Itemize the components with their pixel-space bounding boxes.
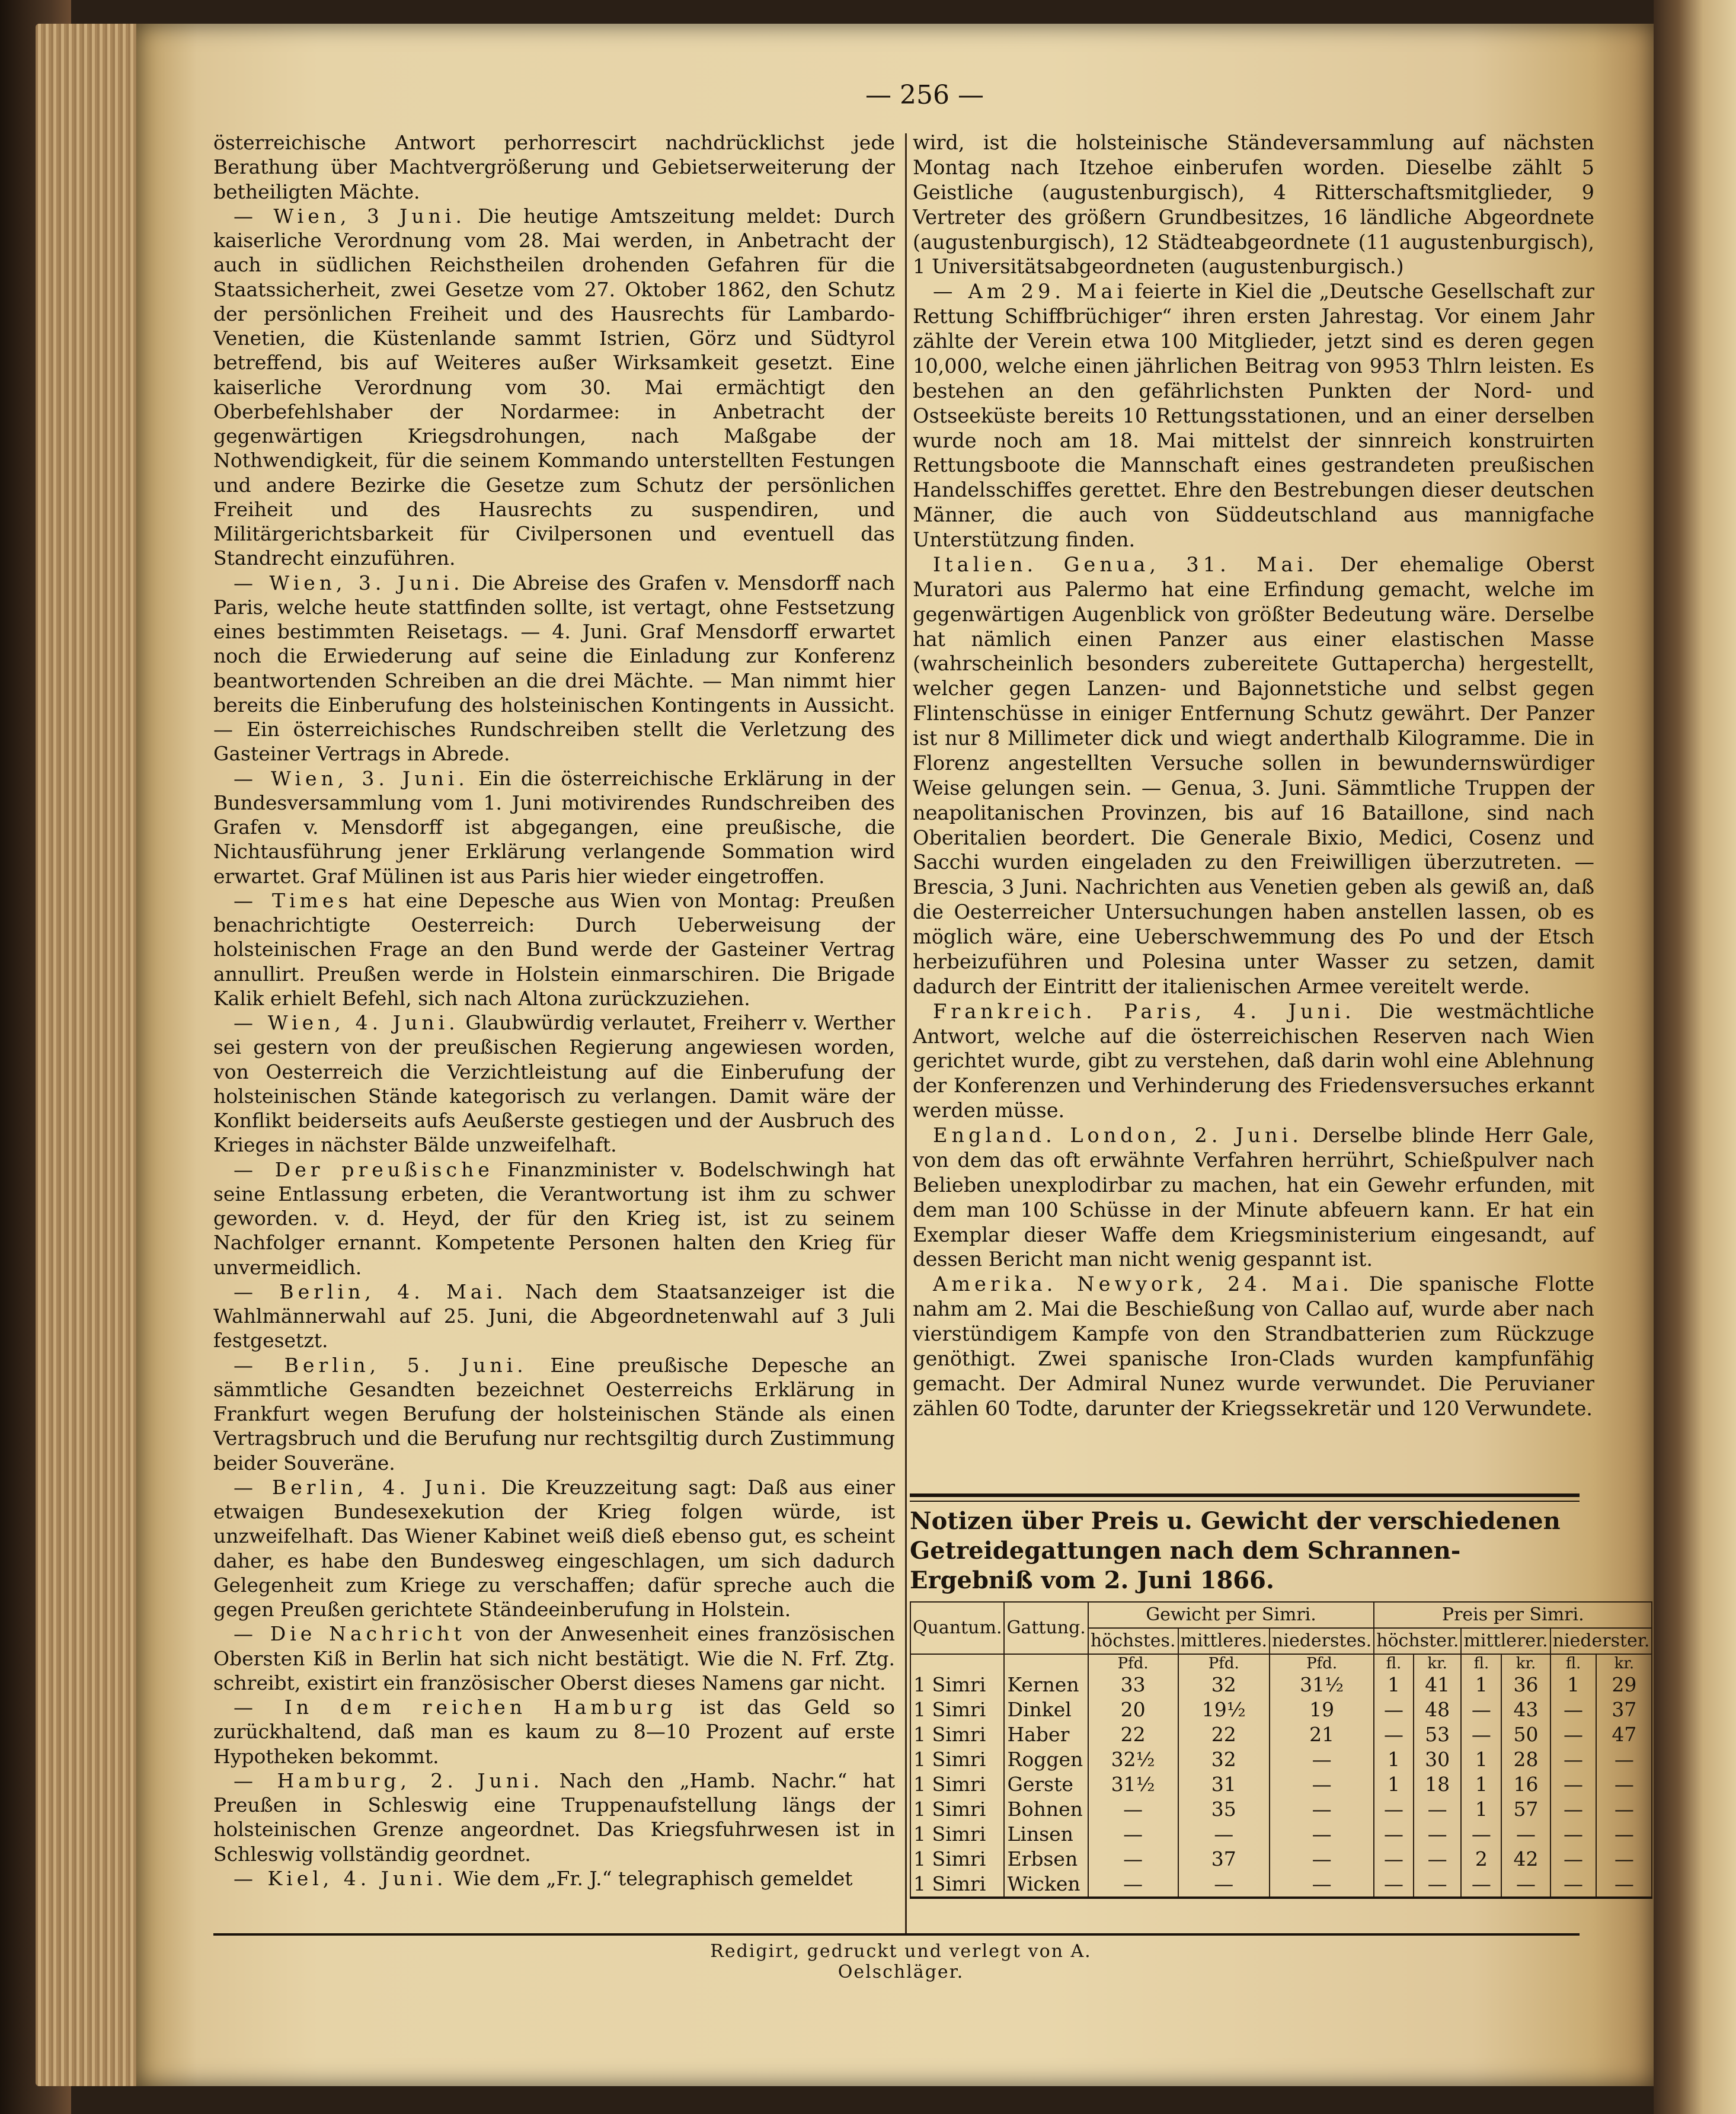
article-dateline: — Hamburg, 2. Juni. [234, 1768, 544, 1792]
article-paragraph [213, 766, 895, 888]
table-cell: 19½ [1178, 1697, 1270, 1722]
notice-rule [910, 1493, 1580, 1502]
table-cell: 48 [1414, 1697, 1462, 1722]
article-dateline: Frankreich. Paris, 4. Juni. [933, 999, 1355, 1023]
col-quantum: Quantum. [910, 1602, 1004, 1654]
table-cell: 1 [1374, 1747, 1414, 1772]
table-cell: — [1088, 1822, 1178, 1847]
article-text: wird, ist die holsteinische Ständeversammlung auf nächsten Montag nach Itzehoe einberufen worden. Dieselbe zählt 5 Geistliche (augustenburgisch), 4 Ritterschaftsmitglieder, 9 Vertreter des größern Grundbesitzes, 16 ländliche Abgeordnete (augustenburgisch), 12 Städteabgeordnete (11 augustenburgisch), 1 Universitätsabgeordneten (augustenburgisch.) [913, 131, 1594, 279]
table-cell: 31½ [1088, 1772, 1178, 1797]
article-dateline: England. London, 2. Juni. [933, 1124, 1303, 1147]
unit-row [910, 1654, 1652, 1672]
table-cell: — [1270, 1822, 1374, 1847]
table-cell: 43 [1501, 1697, 1550, 1722]
article-dateline: — Berlin, 5. Juni. [234, 1353, 527, 1377]
table-cell: — [1550, 1797, 1597, 1822]
table-cell: — [1550, 1697, 1597, 1722]
article-dateline: — Die Nachricht [234, 1622, 466, 1646]
article-text: feierte in Kiel die „Deutsche Gesellschaft zur Rettung Schiffbrüchiger“ ihren ersten Jahrestag. Vor einem Jahr zählte der Verein etwa 100 Mitglieder, jetzt sind es deren gegen 10,000, welche einen jährlichen Beitrag von 9953 Thlrn leisten. Es bestehen an den gefährlichsten Punkten der Nord- und Ostseeküste bereits 10 Rettungsstationen, und an einer derselben wurde noch am 18. Mai mittelst der sinnreich konstruirten Rettungsboote die Mannschaft eines gestrandeten preußischen Handelsschiffes gerettet. Ehre den Bestrebungen dieser deutschen Männer, die auch von Süddeutschland aus mannigfache Unterstützung finden. [913, 280, 1595, 551]
table-cell: 37 [1596, 1697, 1652, 1722]
table-cell: 1 Simri [910, 1872, 1004, 1898]
article-text: Ein die österreichische Erklärung in der Bundesversammlung vom 1. Juni motivirendes Rundschreiben des Grafen v. Mensdorff ist abgegangen, eine preußische, die Nichtausführung jener Erklärung verlangende Sommation wird erwartet. Graf Mülinen ist aus Paris hier wieder eingetroffen. [213, 766, 895, 888]
grain-price-notice [910, 1493, 1650, 1899]
article-dateline: — Berlin, 4. Mai. [234, 1280, 507, 1303]
table-cell: 41 [1414, 1672, 1462, 1697]
table-cell: 1 [1461, 1672, 1501, 1697]
table-cell: 1 [1461, 1747, 1501, 1772]
grain-price-table [910, 1601, 1652, 1899]
grain-name: Gerste [1004, 1772, 1088, 1797]
table-cell: 1 Simri [910, 1797, 1004, 1822]
article-paragraph [213, 1475, 895, 1622]
col-weight-low: niederstes. [1270, 1628, 1374, 1654]
article-paragraph [213, 130, 895, 204]
article-text: von der Anwesenheit eines französischen Obersten Kiß in Berlin hat sich nicht bestätigt. Wie die N. Frf. Ztg. schreibt, existirt ein französischer Oberst dieses Namens gar nicht. [213, 1622, 895, 1694]
article-paragraph [213, 1157, 895, 1280]
table-cell: 33 [1088, 1672, 1178, 1697]
article-dateline: — Wien, 3. Juni. [234, 571, 464, 594]
table-cell: 1 Simri [910, 1722, 1004, 1747]
article-dateline: — Berlin, 4. Juni. [234, 1475, 491, 1499]
article-paragraph [913, 279, 1594, 552]
article-dateline: Amerika. Newyork, 24. Mai. [933, 1272, 1353, 1296]
table-cell: — [1374, 1822, 1414, 1847]
grain-name: Roggen [1004, 1747, 1088, 1772]
table-row [910, 1797, 1652, 1822]
facing-page-edge [1654, 0, 1736, 2114]
page-number: — 256 — [865, 80, 984, 110]
table-cell: — [1374, 1847, 1414, 1872]
table-cell: — [1270, 1872, 1374, 1898]
table-row [910, 1722, 1652, 1747]
left-column [213, 130, 895, 1891]
table-cell: — [1596, 1822, 1652, 1847]
col-weight-mid: mittleres. [1178, 1628, 1270, 1654]
table-cell: — [1461, 1872, 1501, 1898]
table-cell: — [1461, 1722, 1501, 1747]
table-cell: 42 [1501, 1847, 1550, 1872]
table-cell: 21 [1270, 1722, 1374, 1747]
unit-kr: kr. [1501, 1654, 1550, 1672]
article-text: Nach dem Staatsanzeiger ist die Wahlmännerwahl auf 25. Juni, die Abgeordnetenwahl auf 3 Juli festgesetzt. [213, 1280, 896, 1352]
table-cell: 30 [1414, 1747, 1462, 1772]
article-paragraph [213, 1695, 895, 1768]
table-cell: — [1550, 1747, 1597, 1772]
table-cell: — [1374, 1872, 1414, 1898]
article-text: österreichische Antwort perhorrescirt nachdrücklichst jede Berathung über Machtvergrößerung und Gebietserweiterung der betheiligten Mächte. [213, 131, 895, 203]
article-text: Nach den „Hamb. Nachr.“ hat Preußen in Schleswig eine Truppenaufstellung längs der holsteinischen Grenze angeordnet. Das Kriegsfuhrwesen ist in Schleswig vollständig geordnet. [213, 1768, 895, 1866]
table-cell: — [1596, 1797, 1652, 1822]
table-row [910, 1697, 1652, 1722]
table-cell: — [1414, 1822, 1462, 1847]
table-cell: — [1501, 1822, 1550, 1847]
article-text: hat eine Depesche aus Wien von Montag: Preußen benachrichtigte Oesterreich: Durch Ueberweisung der holsteinischen Frage an den Bund werde der Gasteiner Vertrag annullirt. Preußen werde in Holstein einmarschiren. Die Brigade Kalik erhielt Befehl, sich nach Altona zurückzuziehen. [213, 888, 896, 1010]
article-paragraph [213, 1010, 895, 1157]
article-dateline: — Am 29. Mai [933, 280, 1128, 303]
article-text: Die Abreise des Grafen v. Mensdorff nach Paris, welche heute stattfinden sollte, ist vertagt, ohne Festsetzung eines bestimmten Reisetags. — 4. Juni. Graf Mensdorff erwartet noch die Erwiederung auf seine die Einladung zur Konferenz beantwortenden Schreiben an die drei Mächte. — Man nimmt hier bereits die Einberufung des holsteinischen Kontingents in Aussicht. — Ein österreichisches Rundschreiben stellt die Verletzung des Gasteiner Vertrags in Abrede. [213, 571, 895, 766]
grain-price-rows [910, 1654, 1652, 1898]
article-paragraph [913, 1123, 1594, 1272]
article-dateline: — Wien, 3 Juni. [234, 204, 466, 228]
table-cell: — [1501, 1872, 1550, 1898]
article-paragraph [913, 552, 1594, 999]
table-cell: 1 Simri [910, 1847, 1004, 1872]
col-gattung: Gattung. [1004, 1602, 1088, 1654]
article-text: Der ehemalige Oberst Muratori aus Palermo hat eine Erfindung gemacht, welche im gegenwärtigen Augenblick von größter Bedeutung wäre. Derselbe hat nämlich einen Panzer aus einer elastischen Masse (wahrscheinlich besonders zubereitete Guttapercha) hergestellt, welcher gegen Lanzen- und Bajonnetstiche und selbst gegen Flintenschüsse in einiger Entfernung Schutz gewährt. Der Panzer ist nur 8 Millimeter dick und wiegt anderthalb Kilogramme. Die in Florenz angestellten Versuche sollen in bewundernswürdiger Weise gelungen sein. — Genua, 3. Juni. Sämmtliche Truppen der neapolitanischen Provinzen, bis auf 16 Bataillone, sind nach Oberitalien beordert. Die Generale Bixio, Medici, Cosenz und Sacchi wurden eingeladen zu den Freiwilligen überzutreten. — Brescia, 3 Juni. Nachrichten aus Venetien geben als gewiß an, daß die Oesterreicher Untersuchungen haben anstellen lassen, ob es möglich wäre, eine Ueberschwemmung des Po und der Etsch herbeizuführen und Polesina unter Wasser zu setzen, damit dadurch der Eintritt der italienischen Armee vereitelt werde. [913, 552, 1594, 998]
table-cell: — [1550, 1822, 1597, 1847]
article-paragraph [213, 1280, 895, 1353]
table-cell: 32 [1178, 1747, 1270, 1772]
table-cell: 37 [1178, 1847, 1270, 1872]
article-dateline: — Der preußische [234, 1157, 494, 1181]
grain-name: Kernen [1004, 1672, 1088, 1697]
table-cell: 20 [1088, 1697, 1178, 1722]
table-cell: 22 [1088, 1722, 1178, 1747]
table-cell: 1 [1374, 1672, 1414, 1697]
table-cell: — [1461, 1697, 1501, 1722]
table-cell: 32½ [1088, 1747, 1178, 1772]
table-row [910, 1822, 1652, 1847]
article-paragraph [213, 888, 895, 1010]
article-paragraph [213, 204, 895, 571]
col-price-high: höchster. [1374, 1628, 1461, 1654]
article-paragraph [213, 571, 895, 766]
article-dateline: Italien. Genua, 31. Mai. [933, 552, 1318, 576]
table-cell: 18 [1414, 1772, 1462, 1797]
table-cell: 1 [1374, 1772, 1414, 1797]
table-cell: — [1374, 1697, 1414, 1722]
article-text: Die heutige Amtszeitung meldet: Durch kaiserliche Verordnung vom 28. Mai werden, in Anbetracht der auch in südlichen Reichstheilen drohenden Gefahren für die Staatssicherheit, zwei Gesetze vom 27. Oktober 1862, den Schutz der persönlichen Freiheit und des Hausrechts für Lambardo-Venetien, die Küstenlande sammt Istrien, Görz und Südtyrol betreffend, bis auf Weiteres außer Wirksamkeit gesetzt. Eine kaiserliche Verordnung vom 30. Mai ermächtigt den Oberbefehlshaber der Nordarmee: in Anbetracht der gegenwärtigen Kriegsdrohungen, nach Maßgabe der Nothwendigkeit, für die seinem Kommando unterstellten Festungen und andere Bezirke die Gesetze zum Schutz der persönlichen Freiheit und des Hausrechts zu suspendiren, und Militärgerichtsbarkeit für Civilpersonen und eventuell das Standrecht einzuführen. [213, 204, 895, 570]
table-cell: 2 [1461, 1847, 1501, 1872]
table-cell: 1 Simri [910, 1672, 1004, 1697]
table-cell: 32 [1178, 1672, 1270, 1697]
article-dateline: — Kiel, 4. Juni. [234, 1866, 447, 1890]
unit-fl: fl. [1461, 1654, 1501, 1672]
right-column [913, 130, 1594, 1421]
article-paragraph [913, 999, 1594, 1123]
article-paragraph [213, 1768, 895, 1866]
table-cell: — [1270, 1797, 1374, 1822]
table-cell: 31 [1178, 1772, 1270, 1797]
table-cell: 47 [1596, 1722, 1652, 1747]
grain-name: Dinkel [1004, 1697, 1088, 1722]
table-cell: 1 Simri [910, 1697, 1004, 1722]
table-row [910, 1672, 1652, 1697]
table-cell: — [1550, 1847, 1597, 1872]
table-cell: — [1596, 1772, 1652, 1797]
article-paragraph [213, 1353, 895, 1475]
unit-kr: kr. [1596, 1654, 1652, 1672]
table-cell: 36 [1501, 1672, 1550, 1697]
article-dateline: — Wien, 4. Juni. [234, 1011, 459, 1034]
column-divider [905, 133, 907, 1935]
table-row [910, 1872, 1652, 1898]
col-price-mid: mittlerer. [1461, 1628, 1550, 1654]
table-cell: — [1414, 1872, 1462, 1898]
table-cell: 1 [1461, 1797, 1501, 1822]
table-cell: 1 Simri [910, 1822, 1004, 1847]
table-cell: 16 [1501, 1772, 1550, 1797]
table-cell: — [1596, 1872, 1652, 1898]
unit-fl: fl. [1550, 1654, 1597, 1672]
article-text: Glaubwürdig verlautet, Freiherr v. Werther sei gestern von der preußischen Regierung angewiesen worden, von Oesterreich die Verzichtleistung auf die Einberufung der holsteinischen Stände kategorisch zu verlangen. Damit wäre der Konflikt beiderseits aufs Aeußerste gestiegen und der Ausbruch des Krieges in nächster Bälde unzweifelhaft. [213, 1011, 895, 1157]
article-text: Die spanische Flotte nahm am 2. Mai die Beschießung von Callao auf, wurde aber nach vierstündigem Kampfe von den Strandbatterien zum Rückzuge genöthigt. Zwei spanische Iron-Clads wurden kampfunfähig gemacht. Der Admiral Nunez wurde verwundet. Die Peruvianer zählen 60 Todte, darunter der Kriegssekretär und 120 Verwundete. [913, 1272, 1594, 1420]
article-text: Die Kreuzzeitung sagt: Daß aus einer etwaigen Bundesexekution der Krieg folgen würde, ist unzweifelhaft. Das Wiener Kabinet weiß dieß ebenso gut, es scheint daher, es habe den Bundesweg eingeschlagen, um sich dadurch Gelegenheit zum Kriege zu verschaffen; dafür spreche auch die gegen Preußen gerichtete Ständeeinberufung in Holstein. [213, 1475, 896, 1621]
article-text: ist das Geld so zurückhaltend, daß man es kaum zu 8—10 Prozent auf erste Hypotheken bekommt. [213, 1696, 895, 1768]
bottom-rule [213, 1933, 1580, 1936]
grain-name: Linsen [1004, 1822, 1088, 1847]
table-cell: 29 [1596, 1672, 1652, 1697]
unit-kr: kr. [1414, 1654, 1462, 1672]
article-dateline: — Times [234, 888, 353, 912]
unit-pfd: Pfd. [1178, 1654, 1270, 1672]
table-cell: — [1596, 1747, 1652, 1772]
article-text: Finanzminister v. Bodelschwingh hat seine Entlassung erbeten, die Verantwortung ist ihm zu schwer geworden. v. d. Heyd, der für den Krieg ist, ist zu seinem Nachfolger ernannt. Kompetente Personen halten den Krieg für unvermeidlich. [213, 1157, 895, 1279]
article-text: Derselbe blinde Herr Gale, von dem das oft erwähnte Verfahren herrührt, Schießpulver nach Belieben unexplodirbar zu machen, hat ein Gewehr erfunden, mit dem man 100 Schüsse in der Minute abfeuern kann. Er hat ein Exemplar dieser Waffe dem Kriegsministerium eingesandt, auf dessen Bericht man nicht wenig gespannt ist. [913, 1124, 1594, 1271]
article-paragraph [913, 130, 1594, 279]
table-cell: — [1270, 1772, 1374, 1797]
table-row [910, 1772, 1652, 1797]
table-cell: — [1414, 1797, 1462, 1822]
table-cell: — [1550, 1872, 1597, 1898]
notice-title: Notizen über Preis u. Gewicht der verschiedenen Getreidegattungen nach dem Schrannen-Ergebniß vom 2. Juni 1866. [910, 1507, 1561, 1594]
article-text: Die westmächtliche Antwort, welche auf die österreichischen Reserven nach Wien gerichtet wurde, gibt zu verstehen, daß darin wohl eine Ablehnung der Konferenzen und Verhinderung des Friedensversuches erkannt werden müsse. [913, 999, 1594, 1122]
table-cell: — [1270, 1847, 1374, 1872]
table-cell: 35 [1178, 1797, 1270, 1822]
table-row [910, 1847, 1652, 1872]
table-cell: 1 Simri [910, 1747, 1004, 1772]
unit-fl: fl. [1374, 1654, 1414, 1672]
table-cell: 19 [1270, 1697, 1374, 1722]
table-cell: — [1461, 1822, 1501, 1847]
table-cell: — [1374, 1722, 1414, 1747]
table-cell: — [1550, 1722, 1597, 1747]
table-cell: 22 [1178, 1722, 1270, 1747]
article-paragraph [213, 1866, 895, 1891]
table-row [910, 1747, 1652, 1772]
table-cell: 1 Simri [910, 1772, 1004, 1797]
article-dateline: — In dem reichen Hamburg [234, 1696, 677, 1719]
col-weight-high: höchstes. [1088, 1628, 1178, 1654]
table-cell: 1 [1550, 1672, 1597, 1697]
table-cell: — [1088, 1872, 1178, 1898]
imprint: Redigirt, gedruckt und verlegt von A. Oelschläger. [710, 1941, 1092, 1982]
table-cell: — [1414, 1847, 1462, 1872]
table-cell: 31½ [1270, 1672, 1374, 1697]
grain-name: Bohnen [1004, 1797, 1088, 1822]
table-cell: — [1596, 1847, 1652, 1872]
article-dateline: — Wien, 3. Juni. [234, 766, 469, 790]
article-text: Wie dem „Fr. J.“ telegraphisch gemeldet [453, 1866, 853, 1890]
grain-name: Erbsen [1004, 1847, 1088, 1872]
unit-pfd: Pfd. [1270, 1654, 1374, 1672]
article-paragraph [913, 1272, 1594, 1421]
table-cell: 1 [1461, 1772, 1501, 1797]
col-preis: Preis per Simri. [1374, 1602, 1652, 1628]
unit-pfd: Pfd. [1088, 1654, 1178, 1672]
article-text: Eine preußische Depesche an sämmtliche Gesandten bezeichnet Oesterreichs Erklärung in Frankfurt wegen Berufung der holsteinischen Stände als einen Vertragsbruch und die Berufung nur rechtsgiltig durch Zustimmung beider Souveräne. [213, 1353, 895, 1475]
table-cell: — [1088, 1797, 1178, 1822]
table-cell: 28 [1501, 1747, 1550, 1772]
grain-name: Wicken [1004, 1872, 1088, 1898]
grain-name: Haber [1004, 1722, 1088, 1747]
table-cell: — [1088, 1847, 1178, 1872]
col-gewicht: Gewicht per Simri. [1088, 1602, 1374, 1628]
col-price-low: niederster. [1550, 1628, 1652, 1654]
table-cell: 53 [1414, 1722, 1462, 1747]
table-cell: — [1178, 1822, 1270, 1847]
table-cell: — [1178, 1872, 1270, 1898]
table-cell: — [1374, 1797, 1414, 1822]
table-cell: 57 [1501, 1797, 1550, 1822]
article-paragraph [213, 1622, 895, 1695]
table-cell: — [1270, 1747, 1374, 1772]
table-cell: — [1550, 1772, 1597, 1797]
table-cell: 50 [1501, 1722, 1550, 1747]
